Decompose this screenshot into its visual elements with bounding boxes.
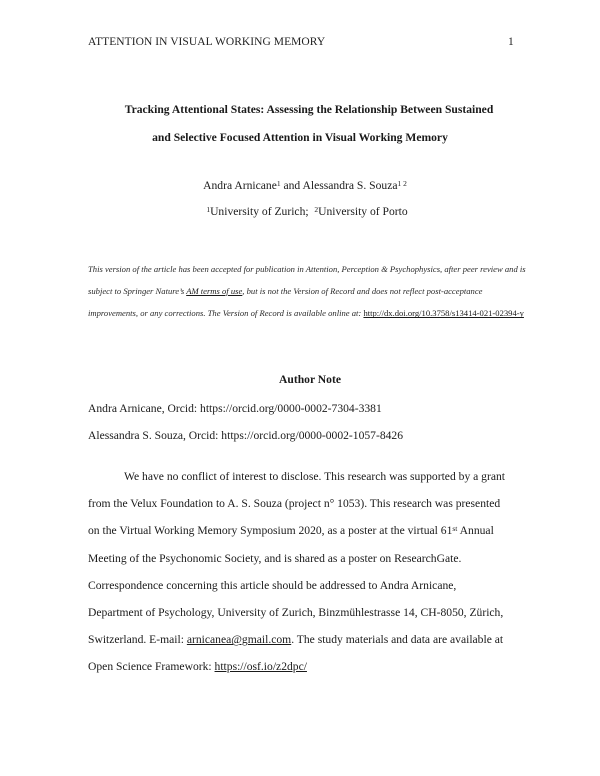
paragraph-line-3 xyxy=(88,517,514,544)
line-7-text: Switzerland. E-mail: xyxy=(88,633,187,647)
author-note-heading: Author Note xyxy=(279,373,341,386)
affiliation-2: University of Porto xyxy=(318,205,408,218)
line-3-text-end: Annual xyxy=(457,524,494,538)
title-line-1: Tracking Attentional States: Assessing the Relationship Between Sustained xyxy=(124,103,494,116)
paper-title xyxy=(0,96,600,152)
affiliation-1-mark: 1 xyxy=(206,205,211,214)
disclaimer-text-1: This version of the article has been accepted for publication in Attention, Perception & Psychophysics, after peer review and is subject to Springer Nature’s xyxy=(88,264,526,297)
paragraph-line-5: Correspondence concerning this article should be addressed to Andra Arnicane, xyxy=(88,578,457,592)
email-link[interactable]: arnicanea@gmail.com xyxy=(186,633,292,647)
paragraph-line-2: from the Velux Foundation to A. S. Souza (project n° 1053). This research was presented xyxy=(88,497,501,511)
ordinal-suffix: st xyxy=(452,524,458,534)
author-2-affiliation-mark: 1 2 xyxy=(397,179,407,188)
paragraph-line-1: We have no conflict of interest to disclose. This research was supported by a grant xyxy=(124,470,506,483)
paragraph-line-7 xyxy=(88,626,514,653)
affiliation-2-mark: 2 xyxy=(314,205,319,214)
am-terms-link[interactable]: AM terms of use xyxy=(186,286,243,297)
affiliation-list xyxy=(0,204,600,220)
page-number: 1 xyxy=(508,36,514,48)
publication-disclaimer xyxy=(88,258,528,325)
line-8-text: Open Science Framework: xyxy=(88,660,215,674)
author-note-paragraph xyxy=(88,463,514,681)
paragraph-line-6: Department of Psychology, University of Zurich, Binzmühlestrasse 14, CH-8050, Zürich, xyxy=(88,606,504,620)
author-list xyxy=(0,178,600,194)
title-line-2: and Selective Focused Attention in Visual Working Memory xyxy=(152,131,448,144)
paragraph-line-8 xyxy=(88,653,514,680)
line-3-text: on the Virtual Working Memory Symposium 2020, as a poster at the virtual 61 xyxy=(88,524,453,538)
orcid-author-1: Andra Arnicane, Orcid: https://orcid.org/0000-0002-7304-3381 xyxy=(88,402,382,415)
line-7-text-end: . The study materials and data are available at xyxy=(291,633,504,647)
author-1-affiliation-mark: 1 xyxy=(276,179,281,188)
author-1-name: Andra Arnicane xyxy=(203,179,277,192)
author-connector: and xyxy=(280,179,303,192)
running-head: ATTENTION IN VISUAL WORKING MEMORY xyxy=(88,36,326,48)
affiliation-1: University of Zurich; xyxy=(210,205,309,218)
osf-link[interactable]: https://osf.io/z2dpc/ xyxy=(214,660,307,674)
paragraph-line-4: Meeting of the Psychonomic Society, and is shared as a poster on ResearchGate. xyxy=(88,551,462,565)
doi-link[interactable]: http://dx.doi.org/10.3758/s13414-021-02394-y xyxy=(363,308,524,319)
disclaimer-text-2: , but is not the Version of Record and does not reflect post-acceptance improvements, or any corrections. The Version of Record is available online at: xyxy=(88,286,483,319)
author-2-name: Alessandra S. Souza xyxy=(302,179,398,192)
orcid-author-2: Alessandra S. Souza, Orcid: https://orcid.org/0000-0002-1057-8426 xyxy=(88,429,404,442)
